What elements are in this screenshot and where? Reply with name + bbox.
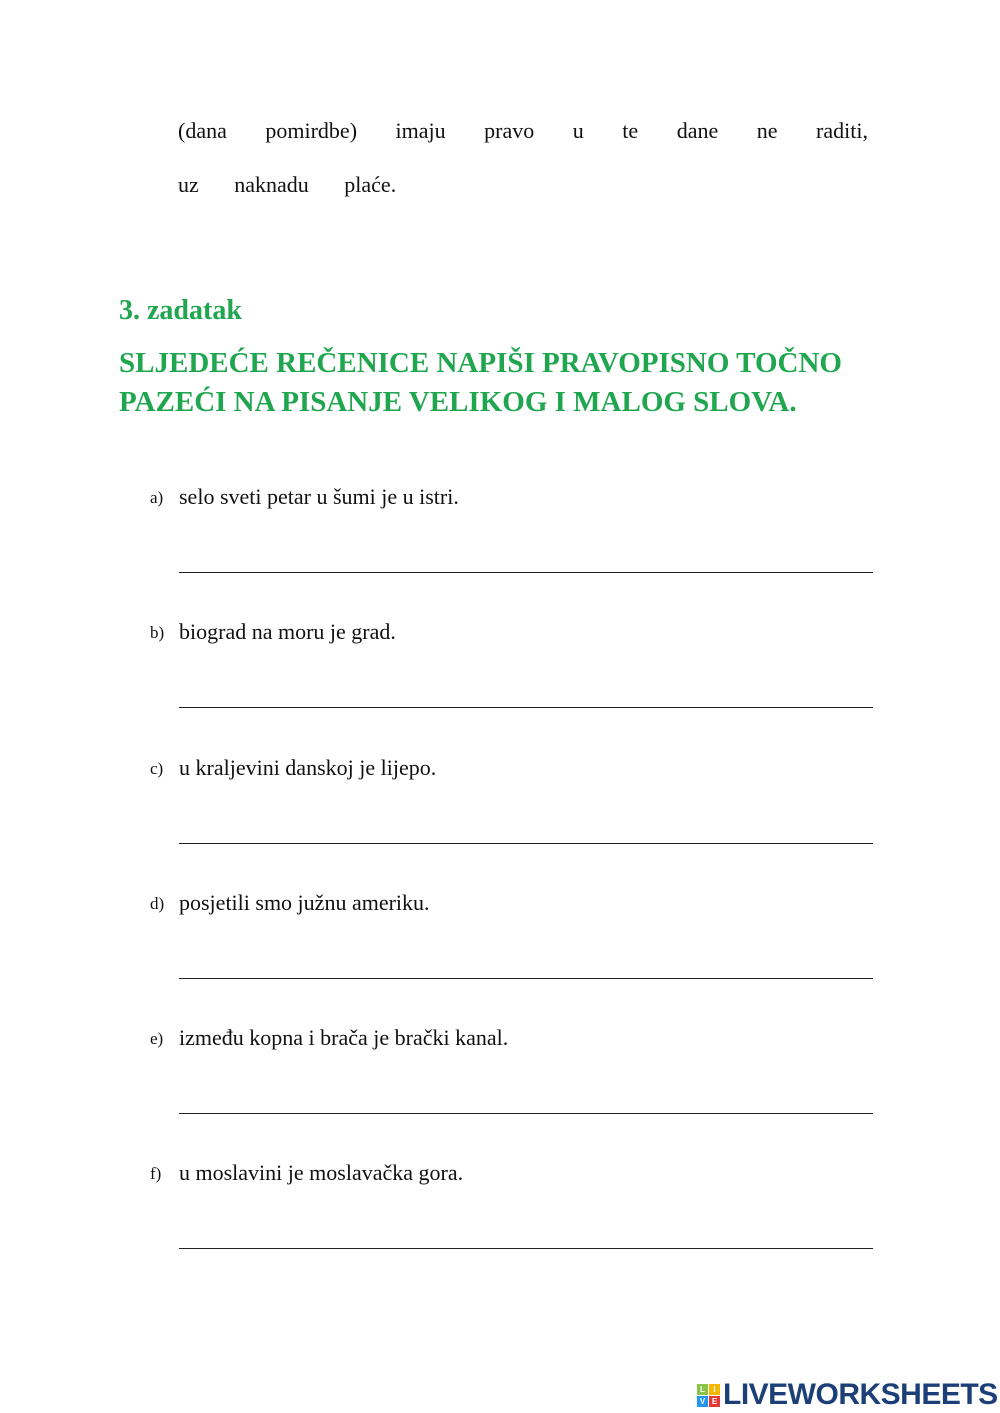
word: imaju (395, 118, 446, 143)
word: u (572, 118, 584, 143)
answer-line[interactable] (179, 1113, 873, 1114)
item-label: d) (150, 894, 165, 913)
logo-icon: L I V E (697, 1384, 720, 1407)
liveworksheets-logo (697, 1378, 998, 1412)
word: raditi, (816, 118, 868, 143)
item-sentence: između kopna i brača je bračk​i kanal. (179, 1025, 509, 1050)
word: pomirdbe) (265, 118, 358, 143)
word: pravo (484, 118, 535, 143)
answer-line[interactable] (179, 572, 873, 573)
item-sentence: biograd na moru je grad. (179, 619, 396, 644)
continuation-line-2: uz naknadu plaće. (178, 172, 397, 197)
answer-line[interactable] (179, 707, 873, 708)
item-label: b) (150, 623, 165, 642)
logo-text: LIVEWORKSHEETS (723, 1378, 998, 1411)
word: (dana (178, 118, 227, 143)
item-label: e) (150, 1029, 164, 1048)
item-label: c) (150, 759, 164, 778)
item-sentence: u moslavini je moslavačka gora. (179, 1160, 464, 1185)
answer-line[interactable] (179, 1248, 873, 1249)
item-label: a) (150, 488, 164, 507)
answer-line[interactable] (179, 843, 873, 844)
item-sentence: selo sveti petar u šumi je u istri. (179, 484, 459, 509)
word: ne (756, 118, 778, 143)
item-sentence: u kraljevini danskoj je lijepo. (179, 755, 437, 780)
item-sentence: posjetili smo južnu ameriku. (179, 890, 430, 915)
task-instruction: SLJEDEĆE REČENICE NAPIŠI PRAVOPISNO TOČNO PAZEĆI NA PISANJE VELIKOG I MALOG SLOVA. (119, 347, 842, 418)
item-label: f) (150, 1164, 162, 1183)
word: te (622, 118, 639, 143)
task-title: 3. zadatak (119, 295, 242, 326)
continuation-line-1 (178, 118, 868, 144)
answer-line[interactable] (179, 978, 873, 979)
word: dane (676, 118, 719, 143)
